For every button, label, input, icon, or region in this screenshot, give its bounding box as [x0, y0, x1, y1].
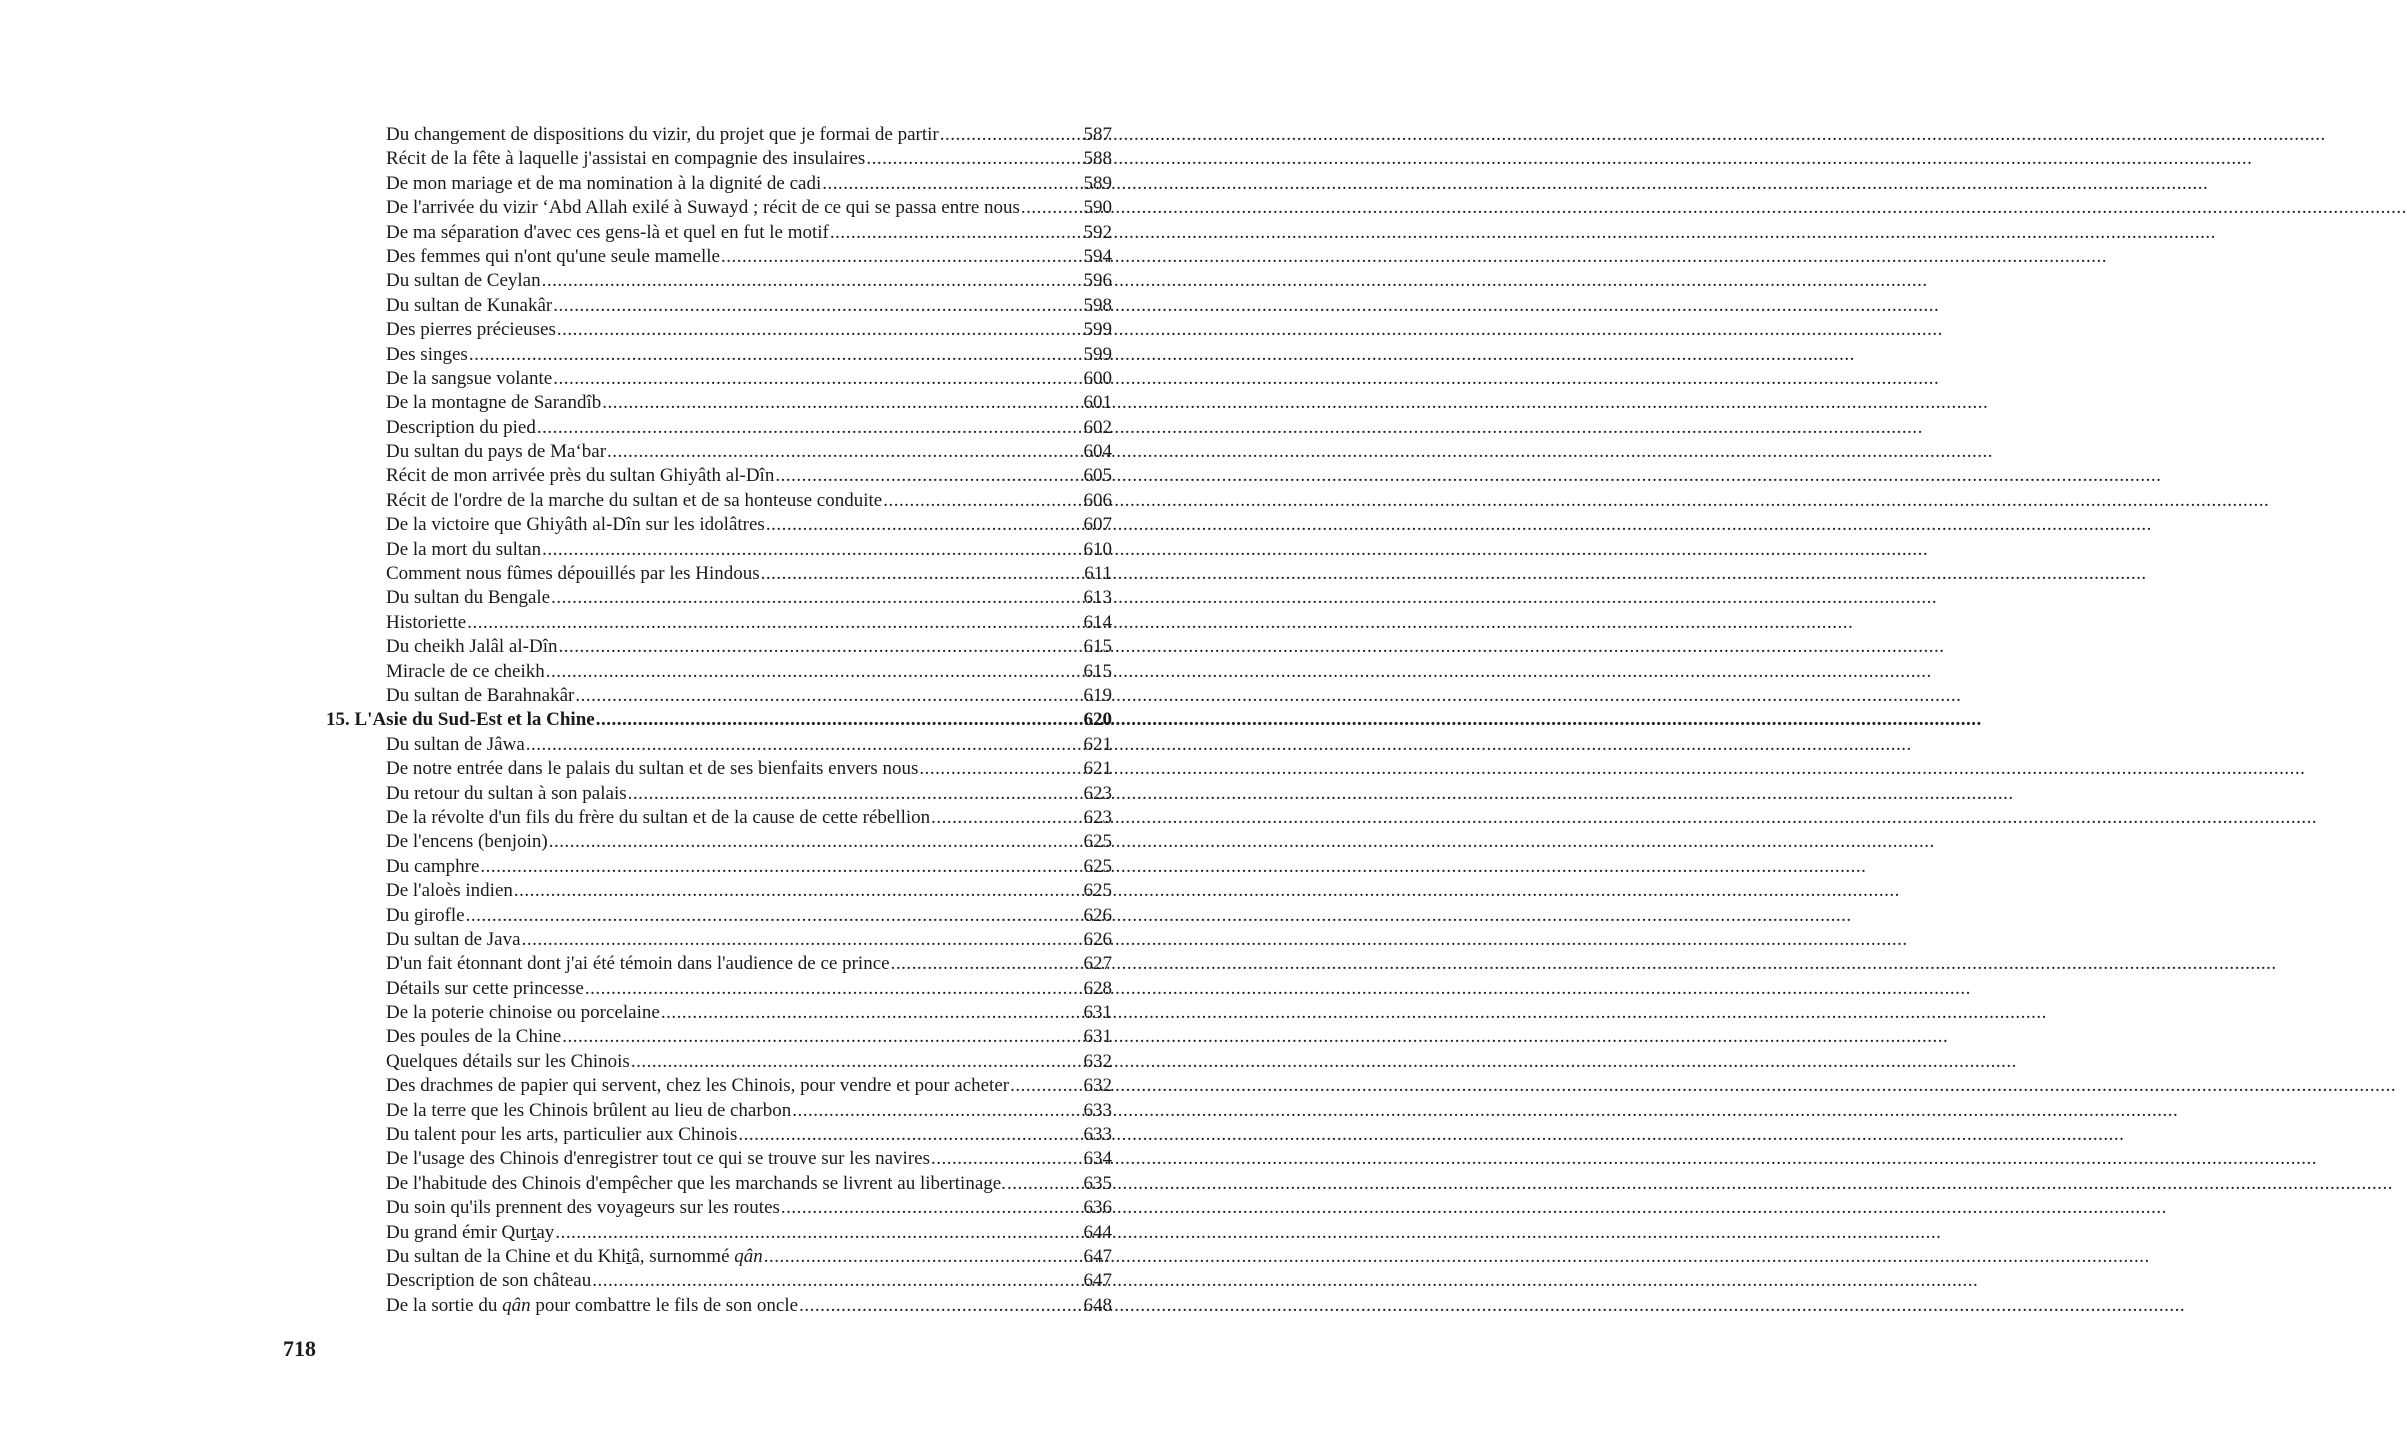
toc-entry-title: De la mort du sultan	[386, 538, 542, 560]
toc-entry	[326, 1025, 1112, 1049]
toc-entry-title: De ma séparation d'avec ces gens-là et quel en fut le motif	[386, 221, 829, 243]
toc-entry	[326, 1269, 1112, 1293]
dot-leader	[930, 806, 1082, 830]
toc-entry	[326, 172, 1112, 196]
toc-entry	[326, 1074, 1112, 1098]
dot-leader	[561, 1025, 1082, 1049]
toc-entry	[326, 196, 1112, 220]
toc-entry	[326, 513, 1112, 537]
toc-entry-page: 632	[1083, 1075, 1112, 1097]
dot-leader	[545, 660, 1082, 684]
dot-leader	[627, 782, 1082, 806]
toc-entry-title	[386, 1294, 798, 1318]
toc-entry-page: 607	[1083, 514, 1112, 536]
toc-entry-page: 633	[1083, 1124, 1112, 1146]
toc-entry-title: Récit de mon arrivée près du sultan Ghiyâth al-Dîn	[386, 465, 775, 487]
toc-entry-title	[386, 1245, 763, 1269]
toc-entry-title: Du sultan du Bengale	[386, 587, 551, 609]
toc-entry	[326, 1147, 1112, 1171]
toc-entry-title: De l'usage des Chinois d'enregistrer tout ce qui se trouve sur les navires	[386, 1148, 930, 1170]
toc-entry-title: De la révolte d'un fils du frère du sultan et de la cause de cette rébellion	[386, 806, 931, 828]
dot-leader	[774, 464, 1082, 488]
toc-entry-page: 635	[1083, 1172, 1112, 1194]
toc-entry-page: 588	[1083, 148, 1112, 170]
toc-entry-title: Du retour du sultan à son palais	[386, 782, 627, 804]
dot-leader	[468, 343, 1082, 367]
toc-entry-page: 636	[1083, 1197, 1112, 1219]
dot-leader	[1009, 1074, 1082, 1098]
toc-entry	[326, 391, 1112, 415]
toc-entry	[326, 782, 1112, 806]
toc-entry-page: 601	[1083, 392, 1112, 414]
toc-entry-page: 613	[1083, 587, 1112, 609]
dot-leader	[760, 562, 1082, 586]
dot-leader	[601, 391, 1082, 415]
toc-entry-page: 631	[1083, 1026, 1112, 1048]
toc-entry	[326, 294, 1112, 318]
dot-leader	[821, 172, 1082, 196]
toc-entry-title-part: pour combattre le fils de son oncle	[530, 1294, 799, 1316]
toc-entry	[326, 879, 1112, 903]
toc-entry-title: De la victoire que Ghiyâth al-Dîn sur les idolâtres	[386, 514, 765, 536]
toc-entry-title: Des pierres précieuses	[386, 319, 556, 341]
toc-entry	[326, 806, 1112, 830]
dot-leader	[829, 221, 1082, 245]
toc-entry	[326, 586, 1112, 610]
toc-entry	[326, 367, 1112, 391]
toc-entry-title: D'un fait étonnant dont j'ai été témoin dans l'audience de ce prince	[386, 953, 890, 975]
toc-entry-page: 596	[1083, 270, 1112, 292]
toc-entry-title: Comment nous fûmes dépouillés par les Hindous	[386, 563, 760, 585]
toc-entry	[326, 1099, 1112, 1123]
toc-entry-page: 631	[1083, 1002, 1112, 1024]
toc-entry-title: Du sultan de Java	[386, 928, 521, 950]
toc-entry-title: De la terre que les Chinois brûlent au lieu de charbon	[386, 1099, 792, 1121]
toc-entry-page: 592	[1083, 221, 1112, 243]
dot-leader	[479, 855, 1082, 879]
toc-entry-page: 599	[1083, 343, 1112, 365]
dot-leader	[521, 928, 1082, 952]
toc-entry-page: 587	[1083, 124, 1112, 145]
toc-entry	[326, 147, 1112, 171]
toc-entry-page: 615	[1083, 660, 1112, 682]
dot-leader	[591, 1269, 1082, 1293]
toc-entry	[326, 489, 1112, 513]
toc-entry	[326, 855, 1112, 879]
toc-entry-page: 625	[1083, 855, 1112, 877]
dot-leader	[513, 879, 1082, 903]
dot-leader	[660, 1001, 1082, 1025]
toc-entry-title: Du grand émir Qurṯay	[386, 1221, 555, 1243]
toc-entry-title: Du sultan de Jâwa	[386, 733, 525, 755]
toc-entry-title: De l'encens (benjoin)	[386, 831, 548, 853]
toc-entry-title: Description de son château	[386, 1270, 592, 1292]
toc-entry-title: De la poterie chinoise ou porcelaine	[386, 1002, 660, 1024]
toc-entry-title-italic: qân	[502, 1294, 531, 1316]
dot-leader	[865, 147, 1082, 171]
dot-leader	[548, 830, 1082, 854]
table-of-contents	[326, 123, 1112, 1318]
toc-entry	[326, 416, 1112, 440]
toc-entry-page: 604	[1083, 441, 1112, 463]
toc-entry	[326, 318, 1112, 342]
toc-entry	[326, 1196, 1112, 1220]
toc-entry	[326, 538, 1112, 562]
dot-leader	[550, 586, 1082, 610]
dot-leader	[720, 245, 1082, 269]
toc-entry-title: De l'habitude des Chinois d'empêcher que les marchands se livrent au libertinage.	[386, 1172, 1006, 1194]
toc-entry	[326, 660, 1112, 684]
toc-entry	[326, 123, 1112, 147]
toc-entry	[326, 1123, 1112, 1147]
toc-entry-page: 634	[1083, 1148, 1112, 1170]
toc-entry-page: 614	[1083, 611, 1112, 633]
dot-leader	[882, 489, 1082, 513]
dot-leader	[595, 708, 1082, 732]
toc-entry-page: 623	[1083, 806, 1112, 828]
toc-entry-title: Du cheikh Jalâl al-Dîn	[386, 636, 558, 658]
toc-entry-title: Des femmes qui n'ont qu'une seule mamelle	[386, 245, 720, 267]
toc-entry-page: 599	[1083, 319, 1112, 341]
dot-leader	[890, 952, 1082, 976]
toc-entry-page: 648	[1083, 1294, 1112, 1316]
dot-leader	[939, 123, 1082, 147]
toc-entry-page: 611	[1084, 563, 1112, 585]
toc-entry-page: 605	[1083, 465, 1112, 487]
toc-entry-title: Des drachmes de papier qui servent, chez les Chinois, pour vendre et pour acheter	[386, 1075, 1010, 1097]
toc-entry-title: Des singes	[386, 343, 468, 365]
toc-entry-page: 621	[1083, 758, 1112, 780]
dot-leader	[798, 1294, 1082, 1318]
dot-leader	[536, 416, 1082, 440]
toc-entry-title: De la sangsue volante	[386, 367, 553, 389]
toc-entry-title: Du changement de dispositions du vizir, du projet que je formai de partir	[386, 124, 939, 145]
toc-entry-page: 626	[1083, 904, 1112, 926]
toc-entry-page: 594	[1083, 245, 1112, 267]
toc-entry-page: 625	[1083, 831, 1112, 853]
toc-entry	[326, 928, 1112, 952]
toc-entry-page: 621	[1083, 733, 1112, 755]
dot-leader	[918, 757, 1082, 781]
toc-entry-title-italic: qân	[734, 1245, 763, 1267]
dot-leader	[765, 513, 1082, 537]
dot-leader	[541, 269, 1082, 293]
toc-entry-page: 620	[1083, 709, 1112, 731]
dot-leader	[930, 1147, 1082, 1171]
toc-entry	[326, 952, 1112, 976]
dot-leader	[606, 440, 1082, 464]
dot-leader	[552, 367, 1082, 391]
toc-entry-title: Récit de l'ordre de la marche du sultan et de sa honteuse conduite	[386, 489, 883, 511]
toc-entry	[326, 343, 1112, 367]
toc-entry	[326, 440, 1112, 464]
toc-entry-page: 602	[1083, 416, 1112, 438]
toc-entry-title: De l'aloès indien	[386, 880, 513, 902]
toc-entry	[326, 1245, 1112, 1269]
toc-entry-title: Détails sur cette princesse	[386, 977, 584, 999]
toc-entry-title: De l'arrivée du vizir ‘Abd Allah exilé à Suwayd ; récit de ce qui se passa entre nous	[386, 197, 1020, 219]
toc-entry-title: Quelques détails sur les Chinois	[386, 1050, 630, 1072]
toc-entry	[326, 562, 1112, 586]
toc-entry-page: 615	[1083, 636, 1112, 658]
toc-entry	[326, 977, 1112, 1001]
toc-entry	[326, 1294, 1112, 1318]
toc-entry-title: Historiette	[386, 611, 467, 633]
toc-entry-title: Récit de la fête à laquelle j'assistai en compagnie des insulaires	[386, 148, 866, 170]
toc-entry	[326, 635, 1112, 659]
toc-entry-title: Miracle de ce cheikh	[386, 660, 545, 682]
toc-entry-page: 625	[1083, 880, 1112, 902]
toc-entry-title: De la montagne de Sarandîb	[386, 392, 602, 414]
toc-entry-page: 598	[1083, 294, 1112, 316]
dot-leader	[552, 294, 1082, 318]
toc-chapter-heading	[326, 708, 1112, 732]
toc-entry-page: 610	[1083, 538, 1112, 560]
toc-entry-page: 627	[1083, 953, 1112, 975]
dot-leader	[630, 1050, 1082, 1074]
toc-entry	[326, 221, 1112, 245]
dot-leader	[465, 904, 1082, 928]
dot-leader	[466, 611, 1082, 635]
toc-entry-page: 619	[1083, 684, 1112, 706]
toc-entry-title: Du sultan de Barahnakâr	[386, 684, 575, 706]
toc-entry-title: Du soin qu'ils prennent des voyageurs sur les routes	[386, 1197, 780, 1219]
toc-entry-title: Des poules de la Chine	[386, 1026, 562, 1048]
toc-entry-page: 628	[1083, 977, 1112, 999]
toc-entry-title: 15. L'Asie du Sud-Est et la Chine	[326, 709, 595, 731]
dot-leader	[541, 538, 1082, 562]
dot-leader	[584, 977, 1082, 1001]
toc-entry-title: Du sultan de Kunakâr	[386, 294, 553, 316]
dot-leader	[557, 635, 1082, 659]
toc-entry-title: Du talent pour les arts, particulier aux Chinois	[386, 1124, 738, 1146]
toc-entry-page: 589	[1083, 172, 1112, 194]
toc-entry-page: 623	[1083, 782, 1112, 804]
dot-leader	[1006, 1172, 1082, 1196]
toc-entry-title: Du sultan de Ceylan	[386, 270, 541, 292]
toc-entry-page: 647	[1083, 1270, 1112, 1292]
dot-leader	[554, 1221, 1082, 1245]
dot-leader	[763, 1245, 1082, 1269]
toc-entry	[326, 757, 1112, 781]
toc-entry-page: 606	[1083, 489, 1112, 511]
toc-entry-page: 644	[1083, 1221, 1112, 1243]
toc-entry-title: Du girofle	[386, 904, 465, 926]
dot-leader	[791, 1099, 1082, 1123]
page-number: 718	[283, 1336, 316, 1361]
toc-entry	[326, 245, 1112, 269]
dot-leader	[574, 684, 1082, 708]
toc-entry-page: 647	[1083, 1245, 1112, 1267]
dot-leader	[556, 318, 1082, 342]
toc-entry-title-part: Du sultan de la Chine et du Khiṯâ, surnommé	[386, 1245, 735, 1267]
toc-entry	[326, 684, 1112, 708]
toc-entry	[326, 269, 1112, 293]
toc-entry-page: 590	[1083, 197, 1112, 219]
toc-entry-page: 633	[1083, 1099, 1112, 1121]
toc-entry	[326, 830, 1112, 854]
toc-entry-page: 600	[1083, 367, 1112, 389]
toc-entry-title-part: De la sortie du	[386, 1294, 503, 1316]
toc-entry-title: Du camphre	[386, 855, 480, 877]
toc-entry-page: 626	[1083, 928, 1112, 950]
toc-entry-page: 632	[1083, 1050, 1112, 1072]
toc-entry	[326, 1172, 1112, 1196]
toc-entry-title: Description du pied	[386, 416, 536, 438]
toc-entry	[326, 611, 1112, 635]
toc-entry-title: Du sultan du pays de Ma‘bar	[386, 441, 607, 463]
toc-entry	[326, 904, 1112, 928]
toc-entry	[326, 1050, 1112, 1074]
dot-leader	[737, 1123, 1082, 1147]
toc-entry-title: De mon mariage et de ma nomination à la dignité de cadi	[386, 172, 822, 194]
toc-entry	[326, 1001, 1112, 1025]
toc-entry-title: De notre entrée dans le palais du sultan et de ses bienfaits envers nous	[386, 758, 919, 780]
toc-entry	[326, 1221, 1112, 1245]
dot-leader	[525, 733, 1082, 757]
toc-entry	[326, 733, 1112, 757]
dot-leader	[1020, 196, 1082, 220]
toc-entry	[326, 464, 1112, 488]
dot-leader	[780, 1196, 1082, 1220]
